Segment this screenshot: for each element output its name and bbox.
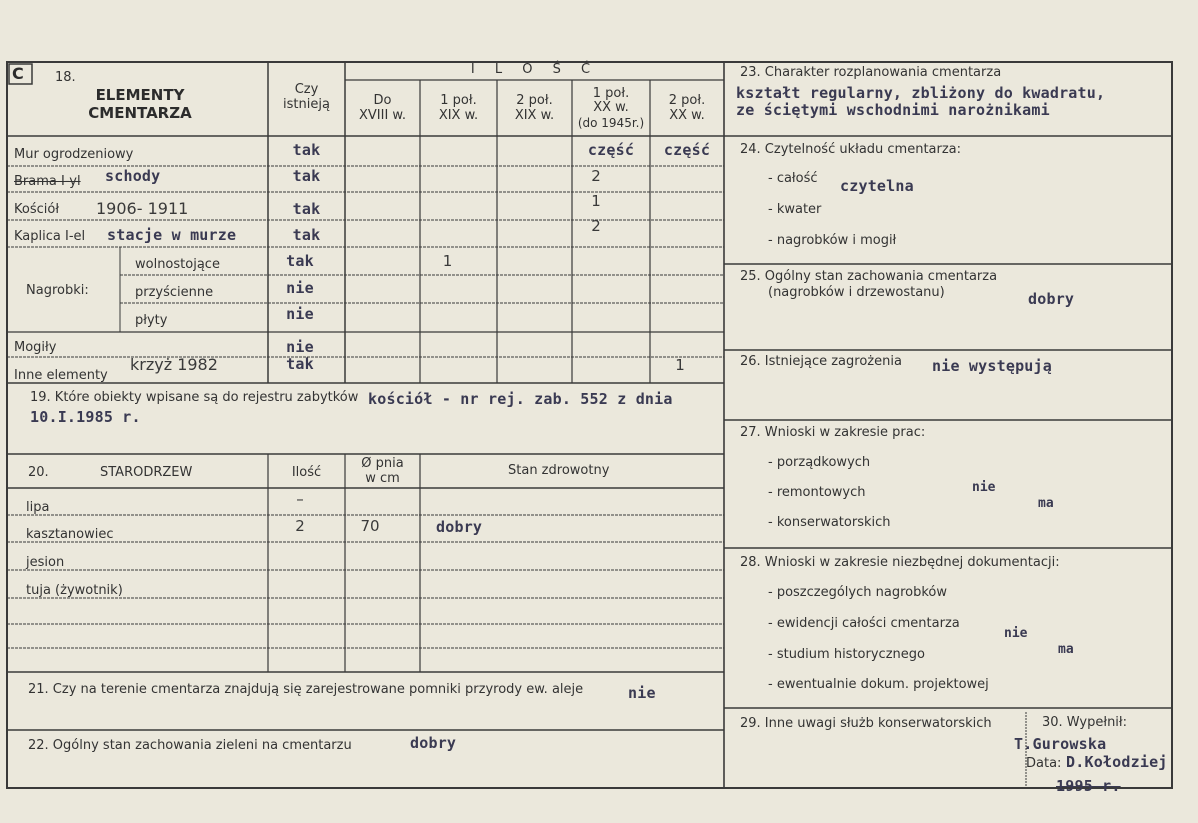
s22-value: dobry: [410, 734, 457, 752]
period-5-line2: XX w.: [669, 108, 705, 123]
s28-item-1: - poszczególych nagrobków: [768, 585, 947, 600]
row-przysc-exists: nie: [286, 279, 314, 297]
s27-label: 27. Wnioski w zakresie prac:: [740, 425, 926, 440]
row-mur-label: Mur ogrodzeniowy: [14, 147, 134, 162]
s29-label: 29. Inne uwagi służb konserwatorskich: [740, 716, 992, 731]
period-4-line2: XX w.: [593, 100, 629, 115]
row-kosciol-exists: tak: [292, 200, 321, 218]
s20-number: 20.: [28, 465, 49, 480]
s27-value-1: nie: [972, 480, 996, 495]
s18-title-line2: CMENTARZA: [88, 104, 192, 122]
s25-label-line1: 25. Ogólny stan zachowania cmentarza: [740, 269, 998, 284]
tree-1-count: –: [296, 490, 304, 508]
period-2-line1: 1 poł.: [440, 93, 477, 108]
row-inne-handwritten: krzyż 1982: [130, 355, 218, 374]
s20-col-diam-line2: w cm: [365, 471, 400, 486]
s19-value-line2: 10.I.1985 r.: [30, 408, 141, 426]
col-exists-line2: istnieją: [283, 97, 330, 112]
s20-col-count: Ilość: [291, 465, 322, 480]
s24-label: 24. Czytelność układu cmentarza:: [740, 142, 962, 157]
period-4-line3: (do 1945r.): [577, 116, 645, 130]
s30-date-name: D.Kołodziej: [1066, 753, 1168, 771]
row-inne-exists: tak: [286, 355, 314, 373]
s26-value: nie występują: [932, 357, 1052, 375]
tree-2-diam: 70: [360, 517, 380, 535]
s28-value-2: ma: [1058, 642, 1074, 657]
s23-label: 23. Charakter rozplanowania cmentarza: [740, 65, 1002, 80]
row-mogily-label: Mogiły: [14, 340, 57, 355]
s18-number: 18.: [55, 70, 76, 85]
row-kaplica-p4: 2: [591, 217, 601, 235]
row-brama-handwritten: schody: [105, 167, 161, 185]
period-3-line2: XIX w.: [514, 108, 555, 123]
s25-label-line2: (nagrobków i drzewostanu): [768, 285, 945, 300]
s21-value: nie: [628, 684, 656, 702]
s28-value-1: nie: [1004, 626, 1028, 641]
tree-2-count: 2: [295, 517, 305, 535]
row-kaplica-exists: tak: [292, 226, 321, 244]
col-ilosc-header: I L O Ś Ć: [470, 62, 599, 77]
row-kosciol-handwritten: 1906- 1911: [96, 199, 189, 218]
row-wolno-label: wolnostojące: [135, 257, 220, 272]
s30-date-label: Data:: [1026, 756, 1062, 771]
row-mur-p5: część: [663, 141, 711, 159]
row-inne-label: Inne elementy: [14, 368, 108, 383]
period-3-line1: 2 poł.: [516, 93, 553, 108]
period-2-line2: XIX w.: [438, 108, 479, 123]
period-4-line1: 1 poł.: [592, 86, 630, 101]
row-mogily-exists: nie: [286, 338, 314, 356]
period-1-line1: Do: [373, 93, 392, 108]
s27-value-2: ma: [1038, 496, 1054, 511]
tree-3-name: jesion: [26, 555, 65, 570]
tree-1-name: lipa: [26, 500, 50, 515]
tree-2-health: dobry: [436, 518, 483, 536]
s27-item-1: - porządkowych: [768, 455, 871, 470]
row-mur-p4: część: [587, 141, 635, 159]
s20-col-diam-line1: Ø pnia: [361, 456, 404, 471]
row-kosciol-label: Kościół: [14, 202, 60, 217]
row-plyty-exists: nie: [286, 305, 314, 323]
row-kosciol-p4: 1: [591, 192, 601, 210]
s24-item-1: - całość: [768, 171, 818, 186]
row-brama-p4: 2: [591, 167, 601, 185]
s20-col-health: Stan zdrowotny: [508, 463, 610, 478]
row-brama-label: Brama I-yl: [14, 174, 81, 189]
s27-item-3: - konserwatorskich: [768, 515, 891, 530]
row-kaplica-label: Kaplica I-el: [14, 229, 86, 244]
tree-2-name: kasztanowiec: [26, 527, 114, 542]
s30-name: T.Gurowska: [1014, 735, 1107, 753]
period-5-line1: 2 poł.: [668, 93, 706, 108]
row-inne-p5: 1: [675, 356, 685, 374]
s28-item-2: - ewidencji całości cmentarza: [768, 616, 960, 631]
s23-value-line2: ze ściętymi wschodnimi narożnikami: [736, 101, 1050, 119]
s24-item-3: - nagrobków i mogił: [768, 233, 897, 248]
row-kaplica-handwritten: stacje w murze: [107, 226, 237, 244]
s20-title: STARODRZEW: [100, 465, 193, 480]
tree-4-name: tuja (żywotnik): [26, 583, 123, 598]
corner-letter: C: [12, 64, 24, 83]
s28-item-4: - ewentualnie dokum. projektowej: [768, 677, 989, 692]
row-przysc-label: przyścienne: [135, 285, 214, 300]
s21-label: 21. Czy na terenie cmentarza znajdują się zarejestrowane pomniki przyrody ew. aleje: [28, 682, 584, 697]
s24-value: czytelna: [840, 177, 914, 195]
s28-item-3: - studium historycznego: [768, 647, 925, 662]
s30-label: 30. Wypełnił:: [1042, 715, 1127, 730]
s24-item-2: - kwater: [768, 202, 822, 217]
s25-value: dobry: [1028, 290, 1075, 308]
row-mur-exists: tak: [292, 141, 321, 159]
s19-value-line1: kościół - nr rej. zab. 552 z dnia: [368, 390, 673, 408]
col-exists-line1: Czy: [294, 82, 319, 97]
s28-label: 28. Wnioski w zakresie niezbędnej dokumentacji:: [740, 555, 1060, 570]
s26-label: 26. Istniejące zagrożenia: [740, 354, 902, 369]
row-plyty-label: płyty: [135, 313, 168, 328]
row-wolno-p2: 1: [442, 252, 453, 270]
row-brama-exists: tak: [292, 167, 321, 185]
s27-item-2: - remontowych: [768, 485, 866, 500]
s18-title-line1: ELEMENTY: [95, 86, 185, 104]
period-1-line2: XVIII w.: [358, 108, 406, 123]
s19-label: 19. Które obiekty wpisane są do rejestru zabytków: [30, 390, 359, 405]
s30-year: 1995 r.: [1056, 777, 1121, 795]
s23-value-line1: kształt regularny, zbliżony do kwadratu,: [736, 84, 1106, 102]
row-wolno-exists: tak: [286, 252, 314, 270]
s22-label: 22. Ogólny stan zachowania zieleni na cmentarzu: [28, 738, 352, 753]
row-nagrobki-label: Nagrobki:: [26, 283, 89, 298]
